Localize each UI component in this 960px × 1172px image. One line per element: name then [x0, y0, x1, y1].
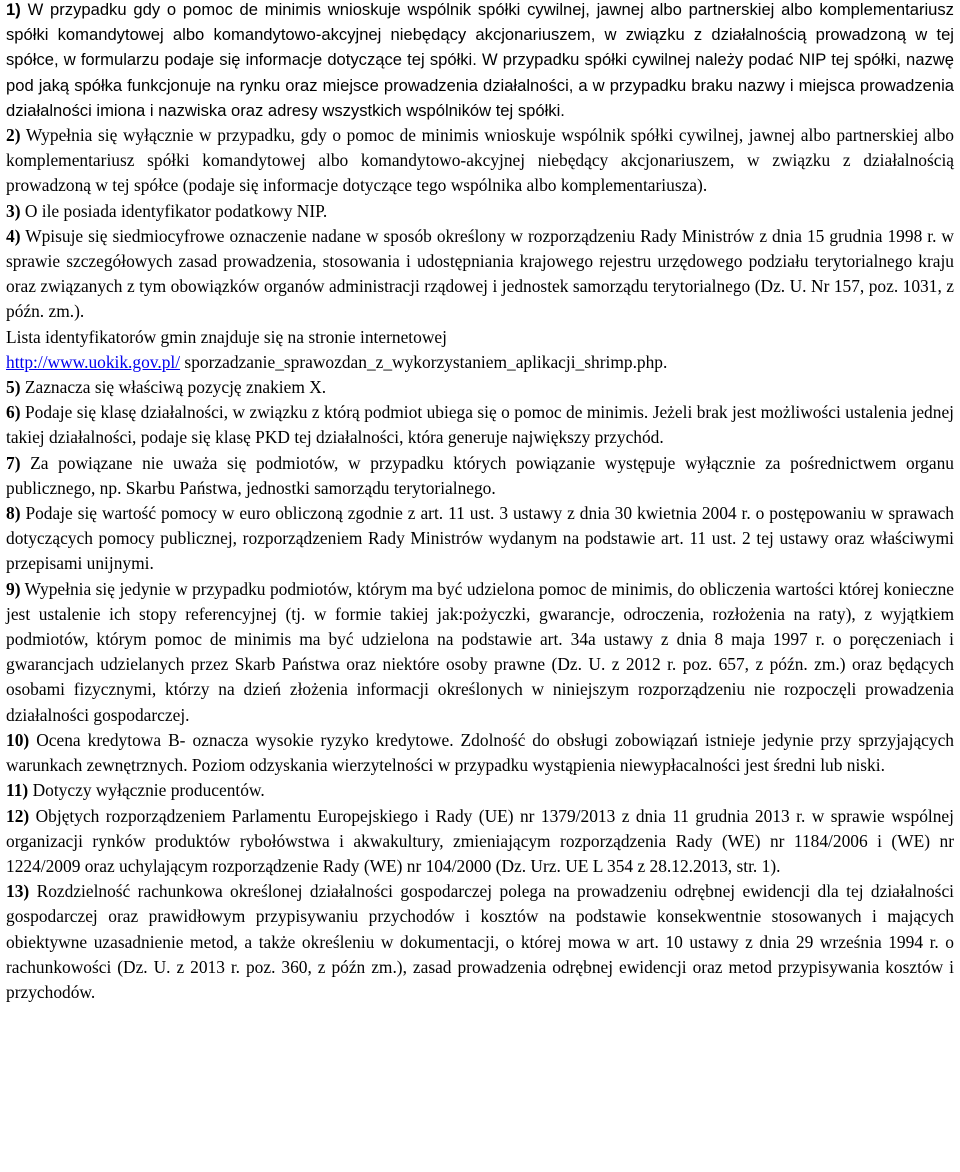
footnote-8	[6, 501, 954, 577]
footnote-number: 4)	[6, 225, 21, 246]
footnote-text: Podaje się klasę działalności, w związku z którą podmiot ubiega się o pomoc de minimis. Jeżeli brak jest możliwości ustalenia jednej takiej działalności, podaje się klasę PKD tej działalności, która generuje największy przychód.	[6, 402, 955, 448]
footnote-4-link-line	[6, 350, 954, 375]
footnote-number: 1)	[6, 0, 21, 19]
link-suffix: sporzadzanie_sprawozdan_z_wykorzystaniem_aplikacji_shrimp.php.	[180, 351, 668, 372]
footnote-5	[6, 375, 954, 400]
gmin-list-text: Lista identyfikatorów gmin znajduje się na stronie internetowej	[6, 326, 447, 347]
uokik-link[interactable]: http://www.uokik.gov.pl/	[6, 351, 181, 372]
footnote-6	[6, 400, 954, 450]
footnote-number: 5)	[6, 377, 21, 398]
footnote-number: 3)	[6, 200, 21, 221]
footnote-number: 11)	[6, 780, 29, 801]
footnote-4	[6, 224, 954, 325]
footnote-text-continued: W przypadku spółki cywilnej należy podać NIP tej spółki, nazwę pod jaką spółka funkcjonuje na rynku oraz miejsce prowadzenia działalności, a w przypadku braku nazwy i miejsca prowadzenia działalności imiona i nazwiska oraz adresy wszystkich wspólników tej spółki.	[6, 50, 954, 120]
footnote-10	[6, 728, 954, 778]
footnote-1	[6, 0, 954, 123]
footnote-number: 10)	[6, 729, 30, 750]
footnote-12	[6, 804, 954, 880]
footnote-number: 12)	[6, 805, 30, 826]
footnote-13	[6, 879, 954, 1005]
footnote-text: Podaje się wartość pomocy w euro obliczoną zgodnie z art. 11 ust. 3 ustawy z dnia 30 kwietnia 2004 r. o postępowaniu w sprawach dotyczących pomocy publicznej, rozporządzeniem Rady Ministrów wydanym na podstawie art. 11 ust. 2 tej ustawy oraz właściwymi przepisami unijnymi.	[6, 503, 954, 574]
footnote-4-list-line	[6, 325, 954, 350]
footnote-number: 7)	[6, 452, 21, 473]
footnote-7	[6, 451, 954, 501]
footnote-text: Za powiązane nie uważa się podmiotów, w przypadku których powiązanie występuje wyłącznie za pośrednictwem organu publicznego, np. Skarbu Państwa, jednostki samorządu terytorialnego.	[6, 452, 954, 498]
footnote-number: 13)	[6, 881, 30, 902]
footnote-text: W przypadku gdy o pomoc de minimis wnioskuje wspólnik spółki cywilnej, jawnej albo partnerskiej albo komplementariusz spółki komandytowej albo komandytowo-akcyjnej niebędący akcjonariuszem, w związku z działalnością prowadzoną w tej spółce, w formularzu podaje się informacje dotyczące tej spółki.	[6, 0, 954, 70]
footnote-text: Objętych rozporządzeniem Parlamentu Europejskiego i Rady (UE) nr 1379/2013 z dnia 11 grudnia 2013 r. w sprawie wspólnej organizacji rynków produktów rybołówstwa i akwakultury, zmieniającym rozporządzenia Rady (WE) nr 1184/2006 i (WE) nr 1224/2009 oraz uchylającym rozporządzenie Rady (WE) nr 104/2000 (Dz. Urz. UE L 354 z 28.12.2013, str. 1).	[6, 805, 954, 876]
footnote-text: Ocena kredytowa B- oznacza wysokie ryzyko kredytowe. Zdolność do obsługi zobowiązań istnieje jedynie przy sprzyjających warunkach zewnętrznych. Poziom odzyskania wierzytelności w przypadku wystąpienia niewypłacalności jest średni lub niski.	[6, 729, 954, 776]
footnote-number: 9)	[6, 578, 21, 599]
footnote-number: 2)	[6, 125, 21, 146]
footnote-9	[6, 577, 954, 728]
footnote-text: Wpisuje się siedmiocyfrowe oznaczenie nadane w sposób określony w rozporządzeniu Rady Ministrów z dnia 15 grudnia 1998 r. w sprawie szczegółowych zasad prowadzenia, stosowania i udostępniania krajowego rejestru urzędowego podziału terytorialnego kraju oraz związanych z tym obowiązków organów administracji rządowej i jednostek samorządu terytorialnego (Dz. U. Nr 157, poz. 1031, z późn. zm.).	[6, 225, 954, 322]
footnote-text: Wypełnia się jedynie w przypadku podmiotów, którym ma być udzielona pomoc de minimis, do obliczenia wartości której konieczne jest ustalenie ich stopy referencyjnej (tj. w formie takiej jak:pożyczki, gwarancje, odroczenia, rozłożenia na raty), z wyjątkiem podmiotów, którym pomoc de minimis ma być udzielona na podstawie art. 34a ustawy z dnia 8 maja 1997 r. o poręczeniach i gwarancjach udzielanych przez Skarb Państwa oraz niektóre osoby prawne (Dz. U. z 2012 r. poz. 657, z późn. zm.) oraz będących osobami fizycznymi, którzy na dzień złożenia informacji określonych w niniejszym rozporządzeniu nie rozpoczęli prowadzenia działalności gospodarczej.	[6, 578, 954, 725]
footnote-text: Zaznacza się właściwą pozycję znakiem X.	[24, 377, 327, 398]
footnote-2	[6, 123, 954, 199]
footnote-text: Wypełnia się wyłącznie w przypadku, gdy o pomoc de minimis wnioskuje wspólnik spółki cywilnej, jawnej albo partnerskiej albo komplementariusz spółki komandytowej albo komandytowo-akcyjnej niebędący akcjonariuszem, w związku z działalnością prowadzoną w tej spółce (podaje się informacje dotyczące tego wspólnika albo komplementariusza).	[6, 125, 954, 196]
footnote-3	[6, 199, 954, 224]
footnote-text: Rozdzielność rachunkowa określonej działalności gospodarczej polega na prowadzeniu odrębnej ewidencji dla tej działalności gospodarczej oraz prawidłowym przypisywaniu przychodów i kosztów na podstawie konsekwentnie stosowanych i mających obiektywne uzasadnienie metod, a także określeniu w dokumentacji, o której mowa w art. 10 ustawy z dnia 29 września 1994 r. o rachunkowości (Dz. U. z 2013 r. poz. 360, z późn zm.), zasad prowadzenia odrębnej ewidencji oraz metod przypisywania kosztów i przychodów.	[6, 881, 954, 1002]
footnote-text: O ile posiada identyfikator podatkowy NIP.	[24, 200, 328, 221]
footnote-number: 8)	[6, 503, 21, 524]
footnote-number: 6)	[6, 402, 21, 423]
footnote-text: Dotyczy wyłącznie producentów.	[32, 780, 265, 801]
footnote-11	[6, 778, 954, 803]
